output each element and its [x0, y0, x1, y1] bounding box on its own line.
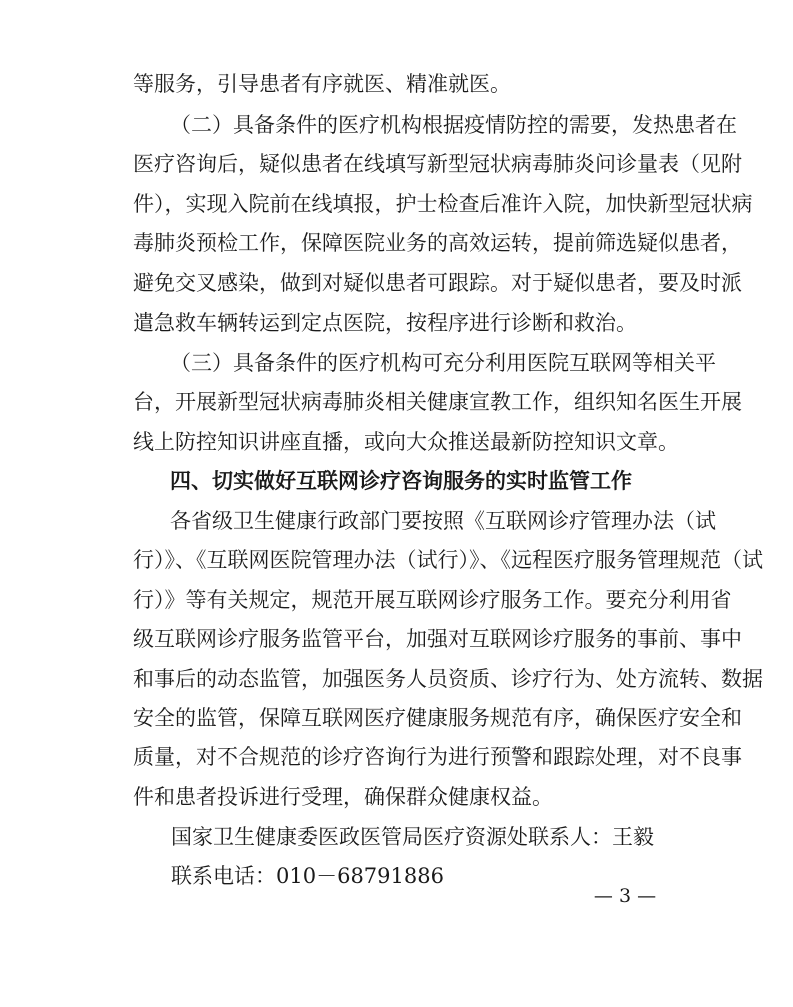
paragraph-line: 毒肺炎预检工作，保障医院业务的高效运转，提前筛选疑似患者， [133, 231, 742, 255]
paragraph-line: 各省级卫生健康行政部门要按照《互联网诊疗管理办法（试 [170, 509, 716, 533]
paragraph-line: 件和患者投诉进行受理，确保群众健康权益。 [133, 785, 553, 809]
paragraph-line: 遣急救车辆转运到定点医院，按程序进行诊断和救治。 [133, 311, 637, 335]
paragraph-line: 台，开展新型冠状病毒肺炎相关健康宣教工作，组织知名医生开展 [133, 390, 742, 414]
contact-phone: 联系电话：010－68791886 [171, 864, 444, 888]
paragraph-line: （二）具备条件的医疗机构根据疫情防控的需要，发热患者在 [170, 113, 737, 137]
paragraph-line: 件），实现入院前在线填报，护士检查后准许入院，加快新型冠状病 [133, 192, 753, 216]
paragraph-line: 线上防控知识讲座直播，或向大众推送最新防控知识文章。 [133, 430, 679, 454]
paragraph-line: 级互联网诊疗服务监管平台，加强对互联网诊疗服务的事前、事中 [133, 627, 742, 651]
paragraph-line: 行）》、《互联网医院管理办法（试行）》、《远程医疗服务管理规范（试 [133, 548, 763, 572]
paragraph-line: 等服务，引导患者有序就医、精准就医。 [133, 72, 511, 96]
paragraph-line: 医疗咨询后，疑似患者在线填写新型冠状病毒肺炎问诊量表（见附 [133, 152, 742, 176]
paragraph-line: 行）》等有关规定，规范开展互联网诊疗服务工作。要充分利用省 [133, 588, 732, 612]
paragraph-line: 安全的监管，保障互联网医疗健康服务规范有序，确保医疗安全和 [133, 706, 742, 730]
paragraph-line: 避免交叉感染，做到对疑似患者可跟踪。对于疑似患者，要及时派 [133, 271, 742, 295]
paragraph-line: 质量，对不合规范的诊疗咨询行为进行预警和跟踪处理，对不良事 [133, 745, 742, 769]
paragraph-line: 和事后的动态监管，加强医务人员资质、诊疗行为、处方流转、数据 [133, 667, 763, 691]
paragraph-line: （三）具备条件的医疗机构可充分利用医院互联网等相关平 [170, 351, 716, 375]
contact-person: 国家卫生健康委医政医管局医疗资源处联系人：王毅 [171, 825, 654, 849]
section-heading: 四、切实做好互联网诊疗咨询服务的实时监管工作 [170, 469, 632, 493]
page-number: — 3 — [593, 885, 657, 907]
